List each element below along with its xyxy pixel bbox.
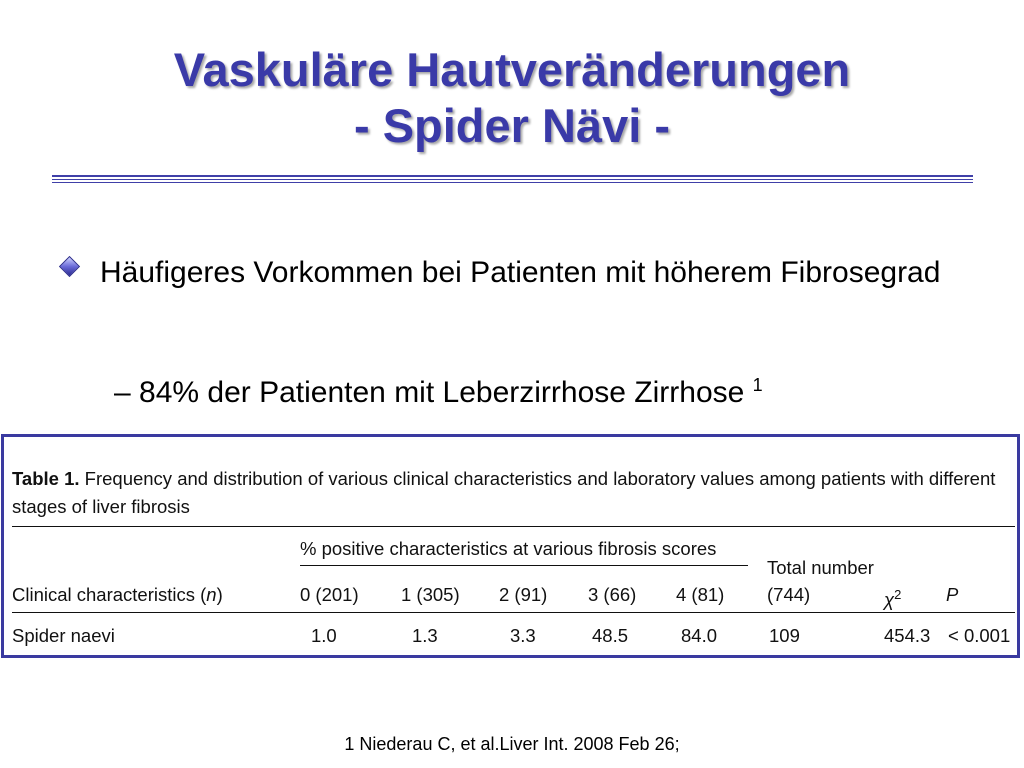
slide-title xyxy=(0,42,1024,154)
data-table xyxy=(1,434,1020,658)
footnote: 1 Niederau C, et al.Liver Int. 2008 Feb 26; xyxy=(344,734,680,754)
total-header-line-2: (744) xyxy=(767,584,811,605)
title-underline-thin xyxy=(52,179,973,180)
table-caption-label: Table 1. xyxy=(12,468,80,489)
sub-bullet-text: – 84% der Patienten mit Leberzirrhose Zirrhose xyxy=(114,376,745,409)
title-underline-thin-2 xyxy=(52,182,973,183)
row-header: Clinical characteristics (n) xyxy=(12,584,223,605)
score-col-1: 1 (305) xyxy=(401,584,460,605)
title-line-1: Vaskuläre Hautveränderungen xyxy=(173,43,851,96)
row-value-1: 1.3 xyxy=(412,625,438,646)
table-caption-text: Frequency and distribution of various clinical characteristics and laboratory values among patients with different stages of liver fibrosis xyxy=(12,468,996,517)
chi-square-header: $\chi^2$ xyxy=(884,587,902,611)
title-underline xyxy=(52,175,973,177)
score-col-0: 0 (201) xyxy=(300,584,359,605)
score-col-3: 3 (66) xyxy=(588,584,637,605)
sub-bullet-reference: 1 xyxy=(752,375,763,395)
score-col-2: 2 (91) xyxy=(499,584,548,605)
group-header: % positive characteristics at various fibrosis scores xyxy=(300,538,717,559)
table-header-rule xyxy=(12,612,1015,613)
sub-bullet xyxy=(114,373,763,413)
group-header-rule xyxy=(300,565,748,566)
row-value-0: 1.0 xyxy=(311,625,337,646)
row-value-2: 3.3 xyxy=(510,625,536,646)
p-value-header: P xyxy=(946,584,959,605)
row-value-4: 84.0 xyxy=(681,625,718,646)
row-chi-square: 454.3 xyxy=(884,625,931,646)
title-line-2: - Spider Nävi - xyxy=(353,99,670,152)
score-col-4: 4 (81) xyxy=(676,584,725,605)
bullet-text: Häufigeres Vorkommen bei Patienten mit höherem Fibrosegrad xyxy=(100,256,941,289)
row-total: 109 xyxy=(769,625,800,646)
row-label: Spider naevi xyxy=(12,625,115,646)
table-caption xyxy=(12,465,1012,521)
table-top-rule xyxy=(12,526,1015,527)
total-header-line-1: Total number xyxy=(767,557,874,578)
diamond-bullet-icon xyxy=(59,256,80,277)
row-p-value: < 0.001 xyxy=(948,625,1011,646)
row-value-3: 48.5 xyxy=(592,625,629,646)
